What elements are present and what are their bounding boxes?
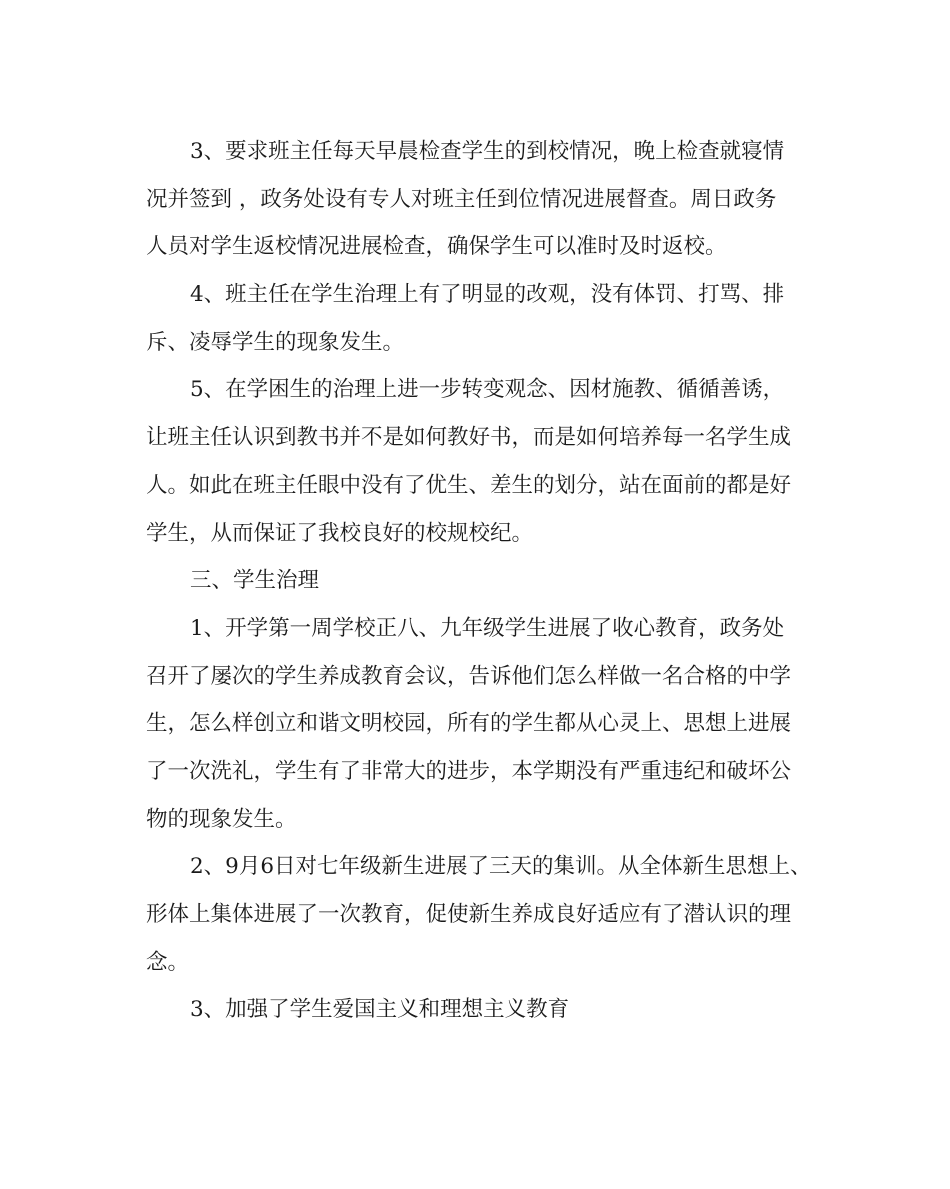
paragraph-line: 物的现象发生。	[146, 806, 297, 832]
paragraph-line: 3、加强了学生爱国主义和理想主义教育	[190, 997, 570, 1023]
paragraph-line: 念。	[146, 949, 190, 975]
paragraph-line: 1、开学第一周学校正八、九年级学生进展了收心教育，政务处	[190, 615, 785, 641]
paragraph-line: 斥、凌辱学生的现象发生。	[146, 329, 405, 355]
paragraph-line: 学生，从而保证了我校良好的校规校纪。	[146, 520, 534, 546]
paragraph-line: 人员对学生返校情况进展检查，确保学生可以准时及时返校。	[146, 234, 727, 260]
paragraph-line: 2、9月6日对七年级新生进展了三天的集训。从全体新生思想上、	[190, 854, 812, 880]
paragraph-line: 况并签到 ，政务处设有专人对班主任到位情况进展督查。周日政务	[146, 186, 777, 212]
paragraph-line: 召开了屡次的学生养成教育会议，告诉他们怎么样做一名合格的中学	[146, 663, 792, 689]
paragraph-line: 让班主任认识到教书并不是如何教好书，而是如何培养每一名学生成	[146, 425, 792, 451]
document-body	[146, 128, 826, 1034]
paragraph-line: 5、在学困生的治理上进一步转变观念、因材施教、循循善诱，	[190, 377, 785, 403]
paragraph-line: 了一次洗礼，学生有了非常大的进步，本学期没有严重违纪和破坏公	[146, 758, 792, 784]
paragraph-line: 形体上集体进展了一次教育，促使新生养成良好适应有了潜认识的理	[146, 902, 792, 927]
paragraph-line: 4、班主任在学生治理上有了明显的改观，没有体罚、打骂、排	[190, 282, 785, 308]
paragraph-line: 生，怎么样创立和谐文明校园，所有的学生都从心灵上、思想上进展	[146, 711, 792, 737]
section-heading: 三、学生治理	[190, 568, 320, 594]
paragraph-line: 人。如此在班主任眼中没有了优生、差生的划分，站在面前的都是好	[146, 472, 792, 498]
paragraph-line: 3、要求班主任每天早晨检查学生的到校情况，晚上检查就寝情	[190, 139, 785, 164]
